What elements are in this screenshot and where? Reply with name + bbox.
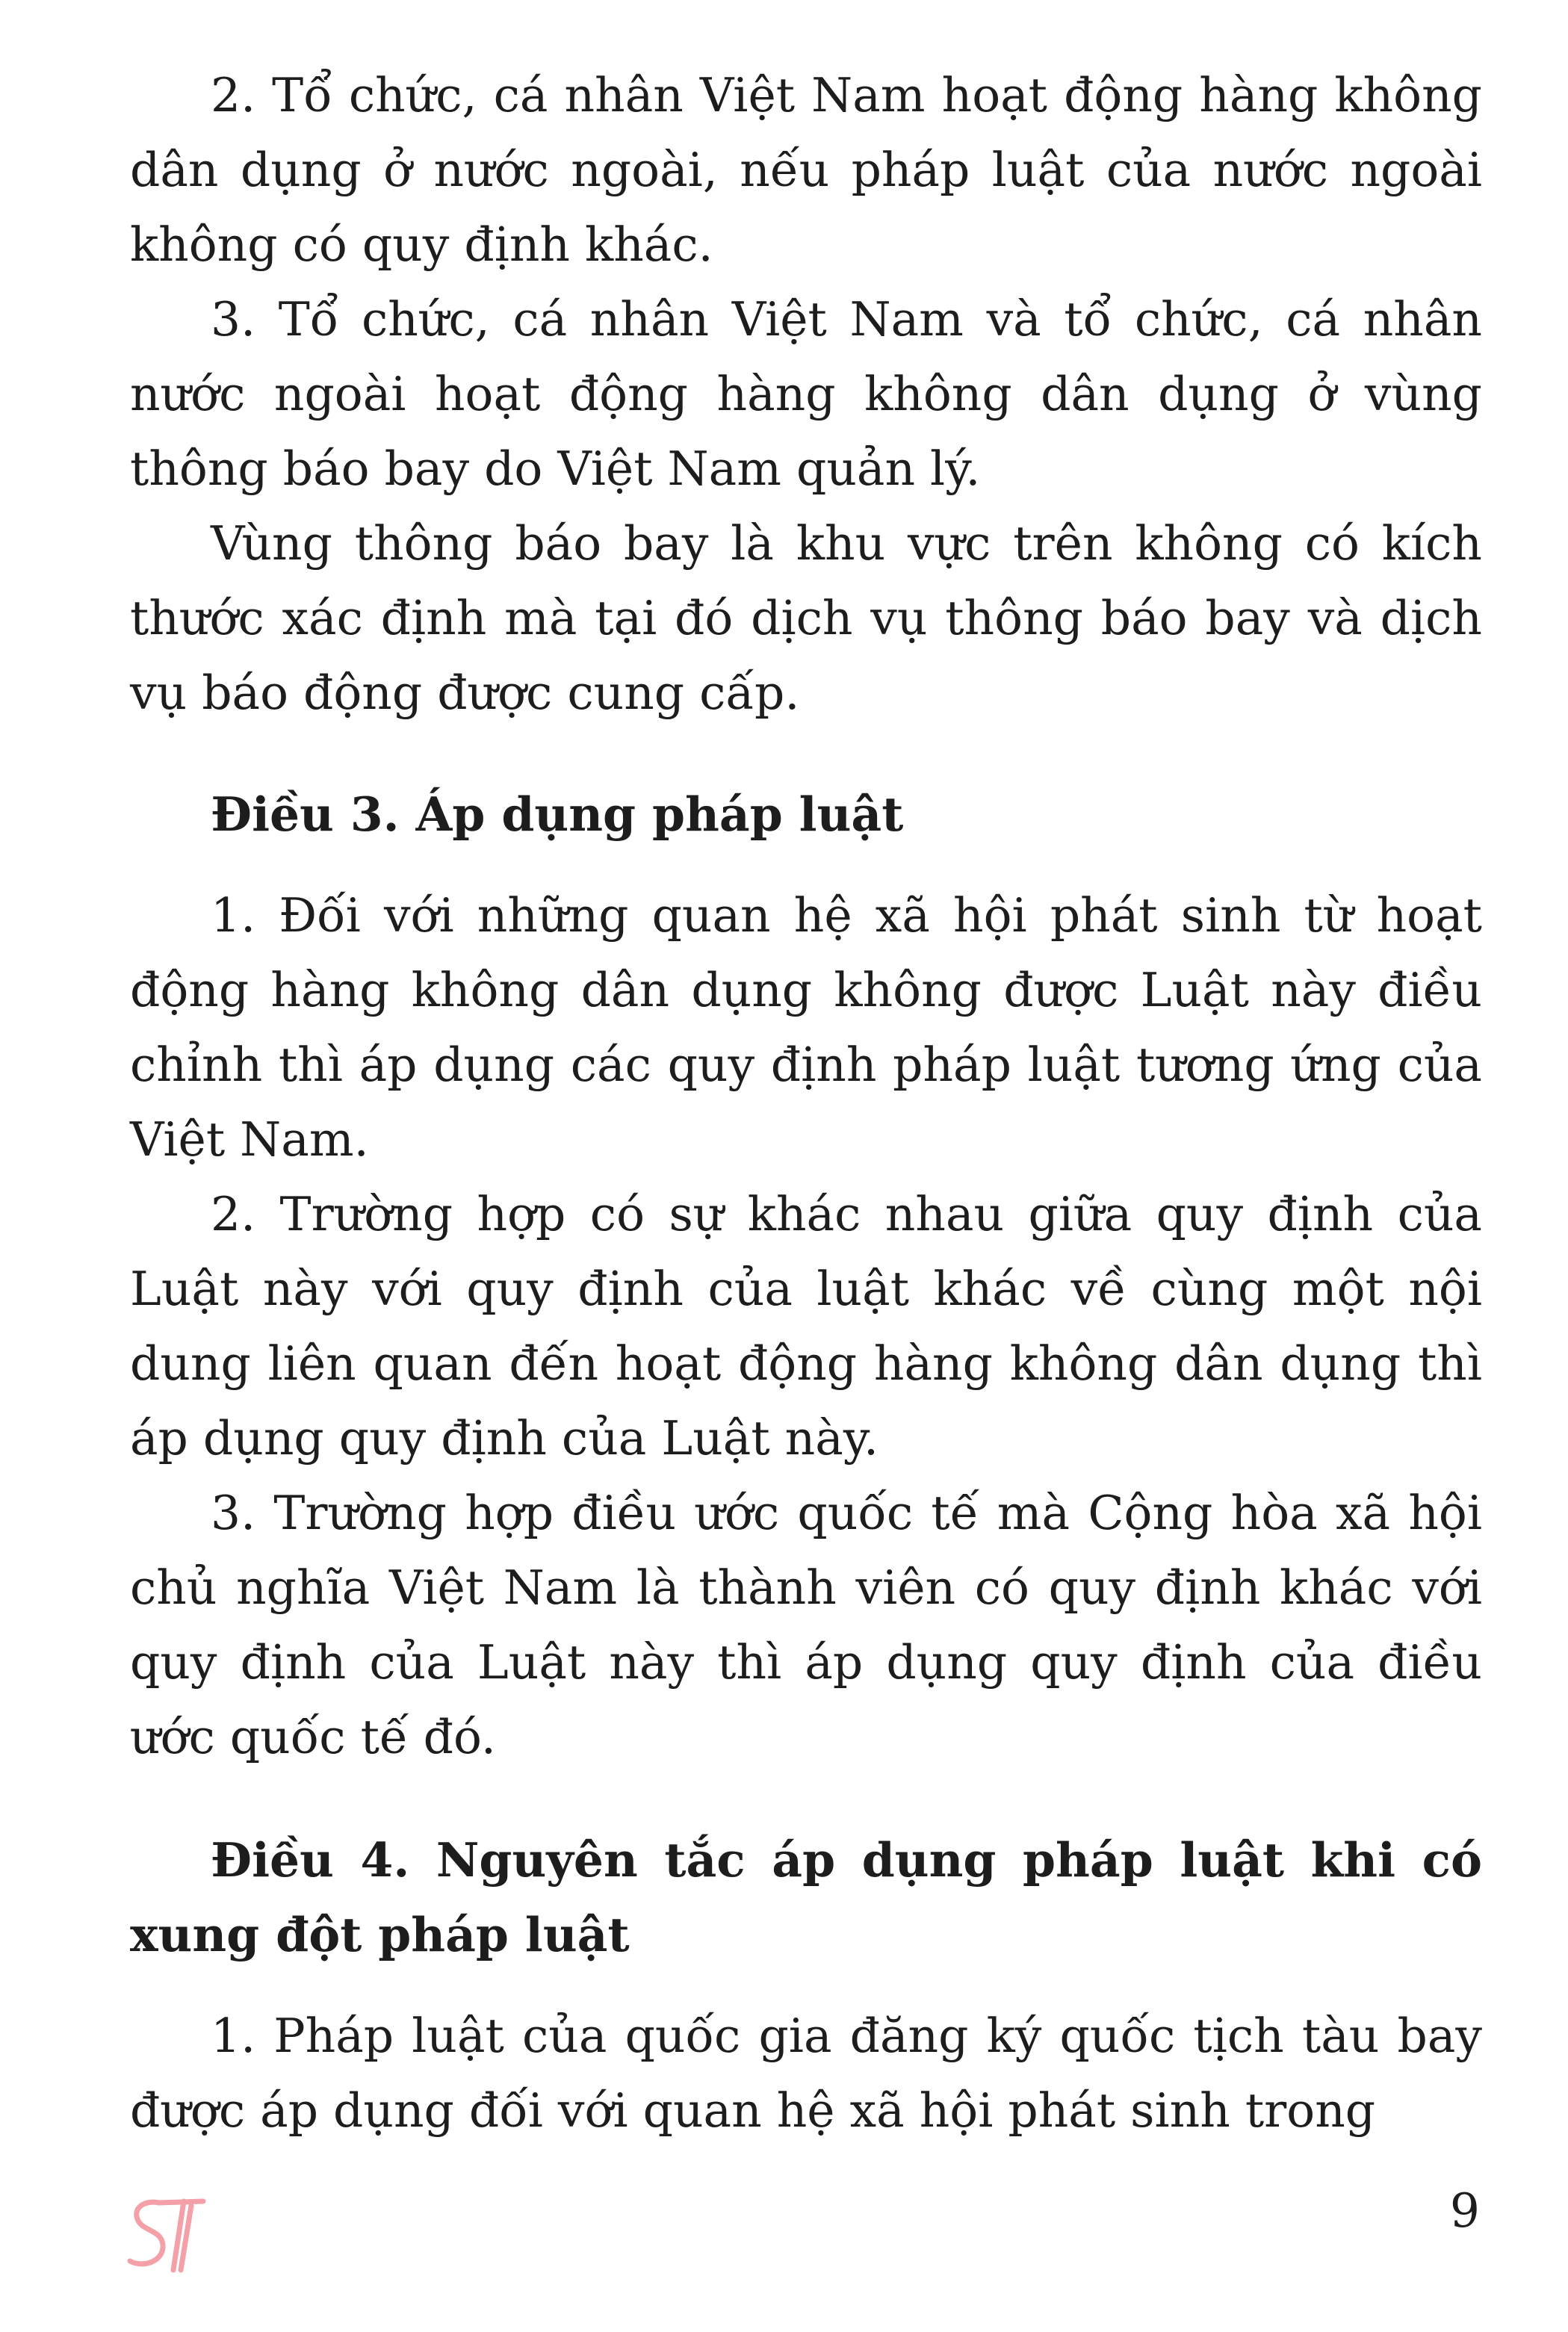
paragraph: 3. Trường hợp điều ước quốc tế mà Cộng hòa xã hội chủ nghĩa Việt Nam là thành viên có quy định khác với quy định của Luật này thì áp dụng quy định của điều ước quốc tế đó. <box>130 1486 1482 1764</box>
paragraph: 1. Đối với những quan hệ xã hội phát sinh từ hoạt động hàng không dân dụng không được Luật này điều chỉnh thì áp dụng các quy định pháp luật tương ứng của Việt Nam. <box>130 888 1482 1167</box>
paragraph: 1. Pháp luật của quốc gia đăng ký quốc tịch tàu bay được áp dụng đối với quan hệ xã hội phát sinh trong <box>130 2009 1482 2138</box>
article-4-heading: Điều 4. Nguyên tắc áp dụng pháp luật khi có xung đột pháp luật <box>130 1832 1482 1962</box>
paragraph: 2. Tổ chức, cá nhân Việt Nam hoạt động hàng không dân dụng ở nước ngoài, nếu pháp luật của nước ngoài không có quy định khác. <box>130 68 1482 272</box>
publisher-logo <box>125 2192 208 2278</box>
page-number: 9 <box>1449 2183 1480 2238</box>
paragraph: 3. Tổ chức, cá nhân Việt Nam và tổ chức, cá nhân nước ngoài hoạt động hàng không dân dụng ở vùng thông báo bay do Việt Nam quản lý. <box>130 292 1482 496</box>
paragraph: Vùng thông báo bay là khu vực trên không có kích thước xác định mà tại đó dịch vụ thông báo bay và dịch vụ báo động được cung cấp. <box>130 516 1482 720</box>
paragraph: 2. Trường hợp có sự khác nhau giữa quy định của Luật này với quy định của luật khác về cùng một nội dung liên quan đến hoạt động hàng không dân dụng thì áp dụng quy định của Luật này. <box>130 1187 1482 1466</box>
article-3-heading: Điều 3. Áp dụng pháp luật <box>211 787 904 842</box>
page-content <box>130 58 1482 2148</box>
